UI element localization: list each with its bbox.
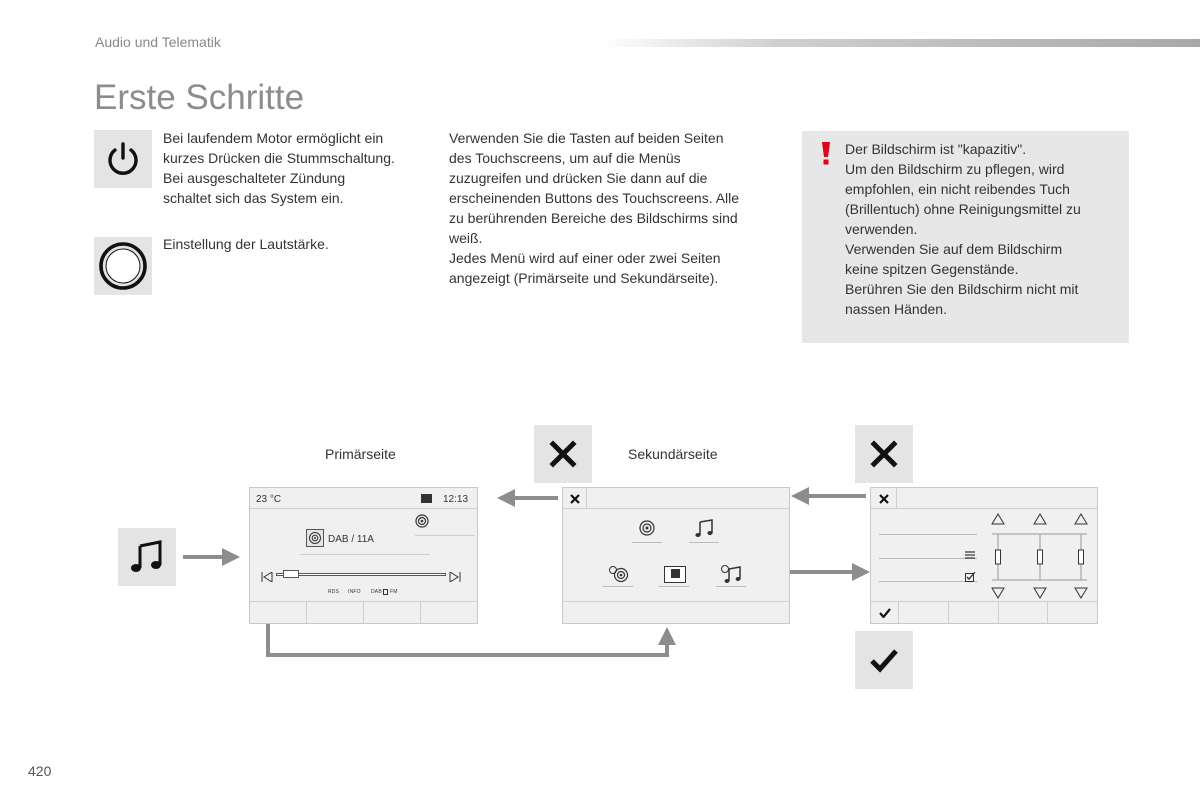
primary-page-label: Primärseite xyxy=(325,446,396,462)
secondary-page-label: Sekundärseite xyxy=(628,446,718,462)
primary-footer xyxy=(250,601,477,623)
page-title: Erste Schritte xyxy=(94,78,305,117)
list-icon xyxy=(965,546,975,554)
skip-forward-icon xyxy=(449,569,461,579)
fm-tag: FM xyxy=(390,589,398,595)
skip-back-icon xyxy=(261,569,273,579)
radio-icon xyxy=(639,520,655,536)
warning-text: Der Bildschirm ist "kapazitiv". Um den Bildschirm zu pflegen, wird empfohlen, ein nicht reibendes Tuch (Brillentuch) ohne Reinigungsmittel zu verwenden. Verwenden Sie auf dem Bildschirm keine spitzen Gegenstände. Berühren Sie den Bildschirm nicht mit nassen Händen. xyxy=(845,141,1081,317)
radio-settings-icon xyxy=(608,565,630,583)
volume-description: Einstellung der Lautstärke. xyxy=(163,236,329,252)
checkbox-icon xyxy=(965,569,976,579)
secondary-footer xyxy=(563,601,789,623)
primary-screen xyxy=(249,487,478,624)
contact-card-icon xyxy=(664,566,686,583)
slider-handle xyxy=(283,570,299,578)
section-header: Audio und Telematik xyxy=(95,34,221,50)
close-icon xyxy=(563,488,587,509)
touchscreen-description: Verwenden Sie die Tasten auf beiden Seiten des Touchscreens, um auf die Menüs zuzugreifen und drücken Sie dann auf die erscheinenden Buttons des Touchscreens. Alle zu berührenden Bereiche des Bildschirms sind weiß. Jedes Menü wird auf einer oder zwei Seiten angezeigt (Primärseite und Sekundärseite). xyxy=(449,130,740,286)
power-description: Bei laufendem Motor ermöglicht ein kurzes Drücken die Stummschaltung. Bei ausgeschalteter Zündung schaltet sich das System ein. xyxy=(163,130,395,206)
secondary-screen xyxy=(562,487,790,624)
music-settings-icon xyxy=(720,564,742,584)
rds-tag: RDS xyxy=(328,589,340,595)
settings-screen xyxy=(870,487,1098,624)
info-tag: INFO xyxy=(348,589,361,595)
station-name: DAB / 11A xyxy=(328,534,374,545)
radio-antenna-icon xyxy=(415,514,429,528)
page-number: 420 xyxy=(28,763,52,779)
temperature: 23 °C xyxy=(256,494,282,505)
settings-footer xyxy=(871,601,1097,623)
screen-icon xyxy=(421,494,432,503)
dab-icon xyxy=(306,529,324,547)
dab-tag: DAB xyxy=(371,589,382,595)
close-icon xyxy=(871,488,897,509)
clock: 12:13 xyxy=(443,494,469,505)
frequency-slider xyxy=(276,573,446,576)
check-icon xyxy=(871,602,899,623)
music-icon xyxy=(694,518,714,538)
equalizer-sliders xyxy=(986,512,1096,602)
